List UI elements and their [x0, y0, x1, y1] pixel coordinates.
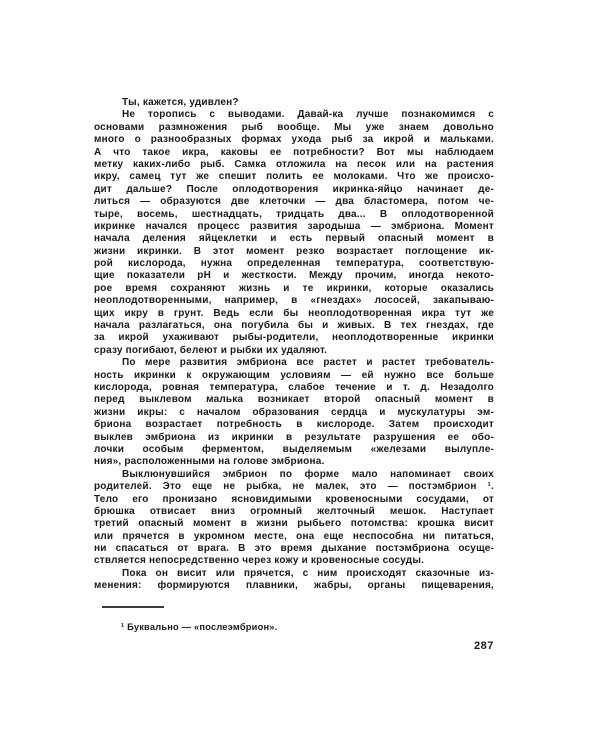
footnote: ¹ Буквально — «послеэмбрион».	[121, 622, 278, 632]
text-line: ность икринки к окружающим условиям — ей нужно все больше	[94, 369, 494, 381]
text-line: щие показатели pH и жесткости. Между прочим, иногда некото-	[94, 270, 494, 282]
text-line: метку каких-либо рыб. Самка отложила на песок или на растения	[94, 158, 494, 170]
text-line: Пока он висит или прячется, с ним происходят сказочные из-	[122, 567, 494, 579]
text-line: или прячется в укромном месте, она еще неспособна ни питаться,	[94, 530, 494, 542]
text-line: литься — образуются две клеточки — два бластомера, потом че-	[94, 196, 494, 208]
text-line: икру, самец тут же спешит полить ее молоками. Что же происхо-	[94, 171, 494, 183]
text-line: По мере развития эмбриона все растет и растет требователь-	[122, 357, 494, 369]
text-line: тыре, восемь, шестнадцать, тридцать два... В оплодотворенной	[94, 208, 494, 220]
text-line: неоплодотворенными, например, в «гнездах» лососей, закапываю-	[94, 295, 494, 307]
text-line: много о разнообразных формах ухода рыб за икрой и мальками.	[94, 134, 494, 146]
text-line: А что такое икра, каковы ее потребности? Вот мы наблюдаем	[94, 146, 494, 158]
text-line: Ты, кажется, удивлен?	[122, 97, 239, 108]
text-line: рой кислорода, нужна определенная температура, соответствую-	[94, 258, 494, 270]
text-line: Выклюнувшийся эмбрион по форме мало напоминает своих	[122, 468, 494, 480]
paragraph	[94, 97, 494, 109]
text-line: лочки особым ферментом, выделяемым «железами вылупле-	[94, 443, 494, 455]
text-line: менения: формируются плавники, жабры, органы пищеварения,	[94, 580, 494, 592]
text-line: третий опасный момент в жизни рыбьего потомства: крошка висит	[94, 518, 494, 530]
text-line: икринке начался процесс развития зародыша — эмбриона. Момент	[94, 220, 494, 232]
text-line: Не торопись с выводами. Давай-ка лучше познакомимся с	[122, 109, 494, 121]
text-line: щих икру в грунт. Ведь если бы неоплодотворенная икра тут же	[94, 307, 494, 319]
text-line: основами размножения рыб вообще. Мы уже знаем довольно	[94, 121, 494, 133]
text-line: ни спасаться от врага. В это время дыхание постэмбриона осуще-	[94, 543, 494, 555]
text-line: рое время сохраняют жизнь и те икринки, которые оказались	[94, 282, 494, 294]
text-line: дит дальше? После оплодотворения икринка-яйцо начинает де-	[94, 183, 494, 195]
text-line: кислорода, ровная температура, слабое течение и т. д. Незадолго	[94, 381, 494, 393]
text-line: жизни икры: с началом образования сердца и мускулатуры эм-	[94, 406, 494, 418]
paragraph	[94, 469, 494, 568]
text-line: выклев эмбриона из икринки в результате разрушения ее обо-	[94, 431, 494, 443]
paragraph	[94, 109, 494, 357]
paragraph	[94, 568, 494, 593]
text-line: родителей. Это еще не рыбка, не малек, это — постэмбрион ¹.	[94, 481, 494, 493]
text-line: Тело его пронизано ясновидимыми кровеносными сосудами, от	[94, 493, 494, 505]
text-line: за икрой ухаживают рыбы-родители, неоплодотворенные икринки	[94, 332, 494, 344]
text-line: жизни икринки. В этот момент резко возрастает поглощение ик-	[94, 245, 494, 257]
text-line: ния», расположенными на голове эмбриона.	[94, 456, 325, 468]
text-line: сразу погибают, белеют и рыбки их удаляют.	[94, 344, 328, 356]
paragraph	[94, 357, 494, 469]
text-line: начала разлагаться, она погубила бы и живых. В тех гнездах, где	[94, 320, 494, 332]
text-line: ствляется непосредственно через кожу и кровеносные сосуды.	[94, 555, 425, 567]
text-line: брюшка отвисает вниз огромный желточный мешок. Наступает	[94, 505, 494, 517]
page-number: 287	[474, 640, 494, 652]
text-column	[94, 97, 494, 593]
text-line: начала деления яйцеклетки и есть первый опасный момент в	[94, 233, 494, 245]
text-line: бриона возрастает потребность в кислороде. Затем происходит	[94, 419, 494, 431]
text-line: перед выклевом малька возникает второй опасный момент в	[94, 394, 494, 406]
footnote-rule	[102, 606, 164, 608]
